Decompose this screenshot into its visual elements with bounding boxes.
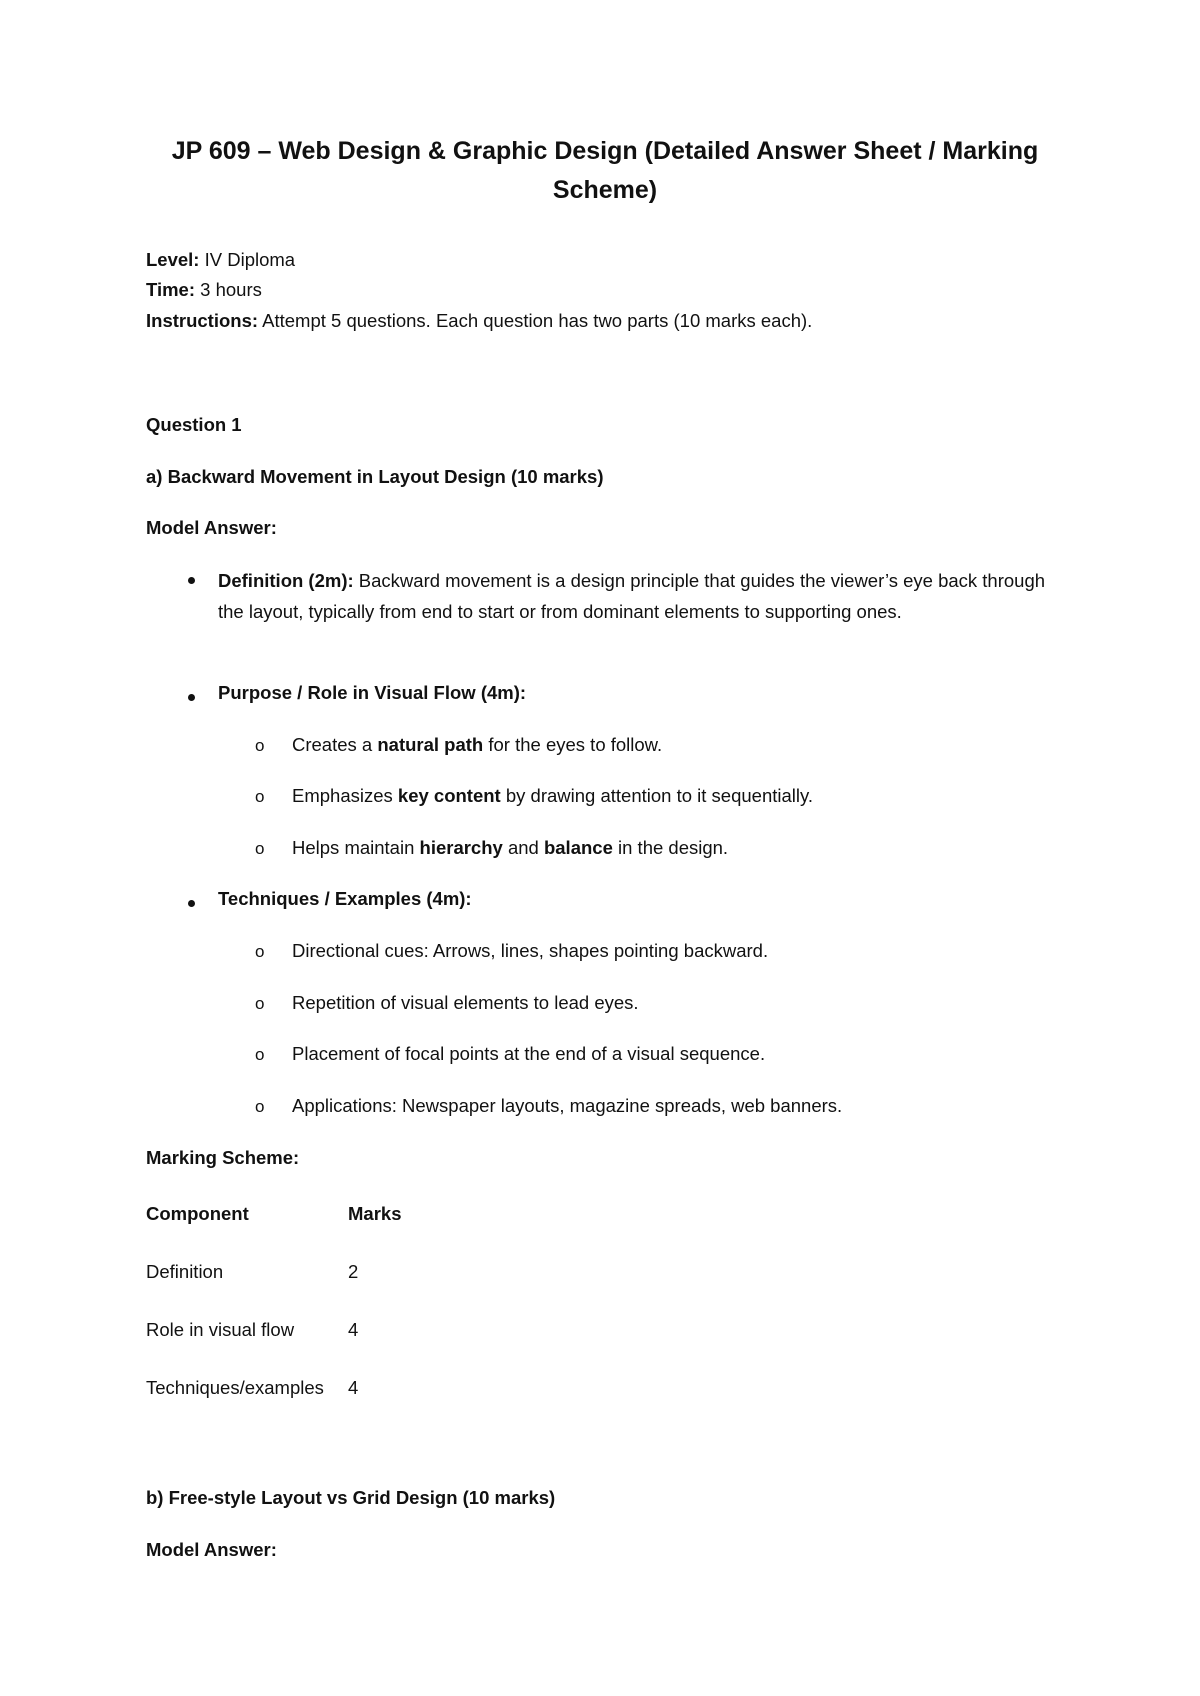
purpose-label: Purpose / Role in Visual Flow (4m): bbox=[218, 682, 527, 703]
marking-scheme-label: Marking Scheme: bbox=[146, 1147, 300, 1168]
model-answer-label: Model Answer: bbox=[146, 1539, 277, 1560]
instructions-line bbox=[146, 310, 812, 332]
technique-item: Applications: Newspaper layouts, magazine spreads, web banners. bbox=[292, 1095, 843, 1116]
purpose-item-bold: natural path bbox=[377, 734, 484, 755]
purpose-item-text: Helps maintain bbox=[292, 837, 420, 858]
document-title-line-1: JP 609 – Web Design & Graphic Design (Detailed Answer Sheet / Marking bbox=[171, 137, 1039, 165]
purpose-item bbox=[292, 837, 728, 859]
table-cell-component: Techniques/examples bbox=[146, 1377, 324, 1398]
sub-bullet-marker: o bbox=[255, 994, 265, 1013]
purpose-item-text: in the design. bbox=[612, 837, 729, 858]
time-line bbox=[146, 279, 262, 301]
bullet-dot bbox=[188, 900, 195, 907]
table-header-component: Component bbox=[146, 1203, 249, 1224]
purpose-item-text: Creates a bbox=[292, 734, 378, 755]
techniques-label: Techniques / Examples (4m): bbox=[218, 888, 472, 909]
definition-text: Backward movement is a design principle that guides the viewer’s eye back through the layout, typically from end to start or from dominant elements to supporting ones. bbox=[218, 570, 1046, 622]
level-line bbox=[146, 249, 295, 271]
purpose-item bbox=[292, 785, 813, 807]
time-value: 3 hours bbox=[195, 279, 262, 300]
table-cell-marks: 4 bbox=[348, 1377, 359, 1398]
model-answer-label: Model Answer: bbox=[146, 517, 277, 538]
definition-paragraph bbox=[218, 565, 1058, 627]
purpose-item-text: for the eyes to follow. bbox=[483, 734, 663, 755]
question-1-heading: Question 1 bbox=[146, 414, 242, 435]
time-label: Time: bbox=[146, 279, 196, 300]
technique-item: Repetition of visual elements to lead eyes. bbox=[292, 992, 639, 1013]
purpose-item bbox=[292, 734, 662, 756]
table-cell-marks: 4 bbox=[348, 1319, 359, 1340]
purpose-item-bold: hierarchy bbox=[419, 837, 503, 858]
definition-label: Definition (2m): bbox=[218, 570, 354, 591]
purpose-item-text: and bbox=[502, 837, 544, 858]
purpose-item-bold: key content bbox=[397, 785, 501, 806]
sub-bullet-marker: o bbox=[255, 1097, 265, 1116]
document-title-line-2: Scheme) bbox=[552, 176, 658, 204]
technique-item: Placement of focal points at the end of a visual sequence. bbox=[292, 1043, 766, 1064]
sub-bullet-marker: o bbox=[255, 839, 265, 858]
technique-item: Directional cues: Arrows, lines, shapes pointing backward. bbox=[292, 940, 769, 961]
level-value: IV Diploma bbox=[199, 249, 296, 270]
sub-bullet-marker: o bbox=[255, 787, 265, 806]
purpose-item-bold: balance bbox=[543, 837, 613, 858]
sub-bullet-marker: o bbox=[255, 942, 265, 961]
table-cell-marks: 2 bbox=[348, 1261, 359, 1282]
instructions-value: Attempt 5 questions. Each question has two parts (10 marks each). bbox=[258, 310, 813, 331]
bullet-dot bbox=[188, 577, 195, 584]
sub-bullet-marker: o bbox=[255, 736, 265, 755]
purpose-item-text: Emphasizes bbox=[292, 785, 398, 806]
table-cell-component: Definition bbox=[146, 1261, 224, 1282]
bullet-dot bbox=[188, 694, 195, 701]
table-cell-component: Role in visual flow bbox=[146, 1319, 295, 1340]
purpose-item-text: by drawing attention to it sequentially. bbox=[500, 785, 814, 806]
part-b-heading: b) Free-style Layout vs Grid Design (10 marks) bbox=[146, 1487, 556, 1508]
level-label: Level: bbox=[146, 249, 200, 270]
table-header-marks: Marks bbox=[348, 1203, 402, 1224]
part-a-heading: a) Backward Movement in Layout Design (10 marks) bbox=[146, 466, 604, 487]
sub-bullet-marker: o bbox=[255, 1045, 265, 1064]
instructions-label: Instructions: bbox=[146, 310, 259, 331]
